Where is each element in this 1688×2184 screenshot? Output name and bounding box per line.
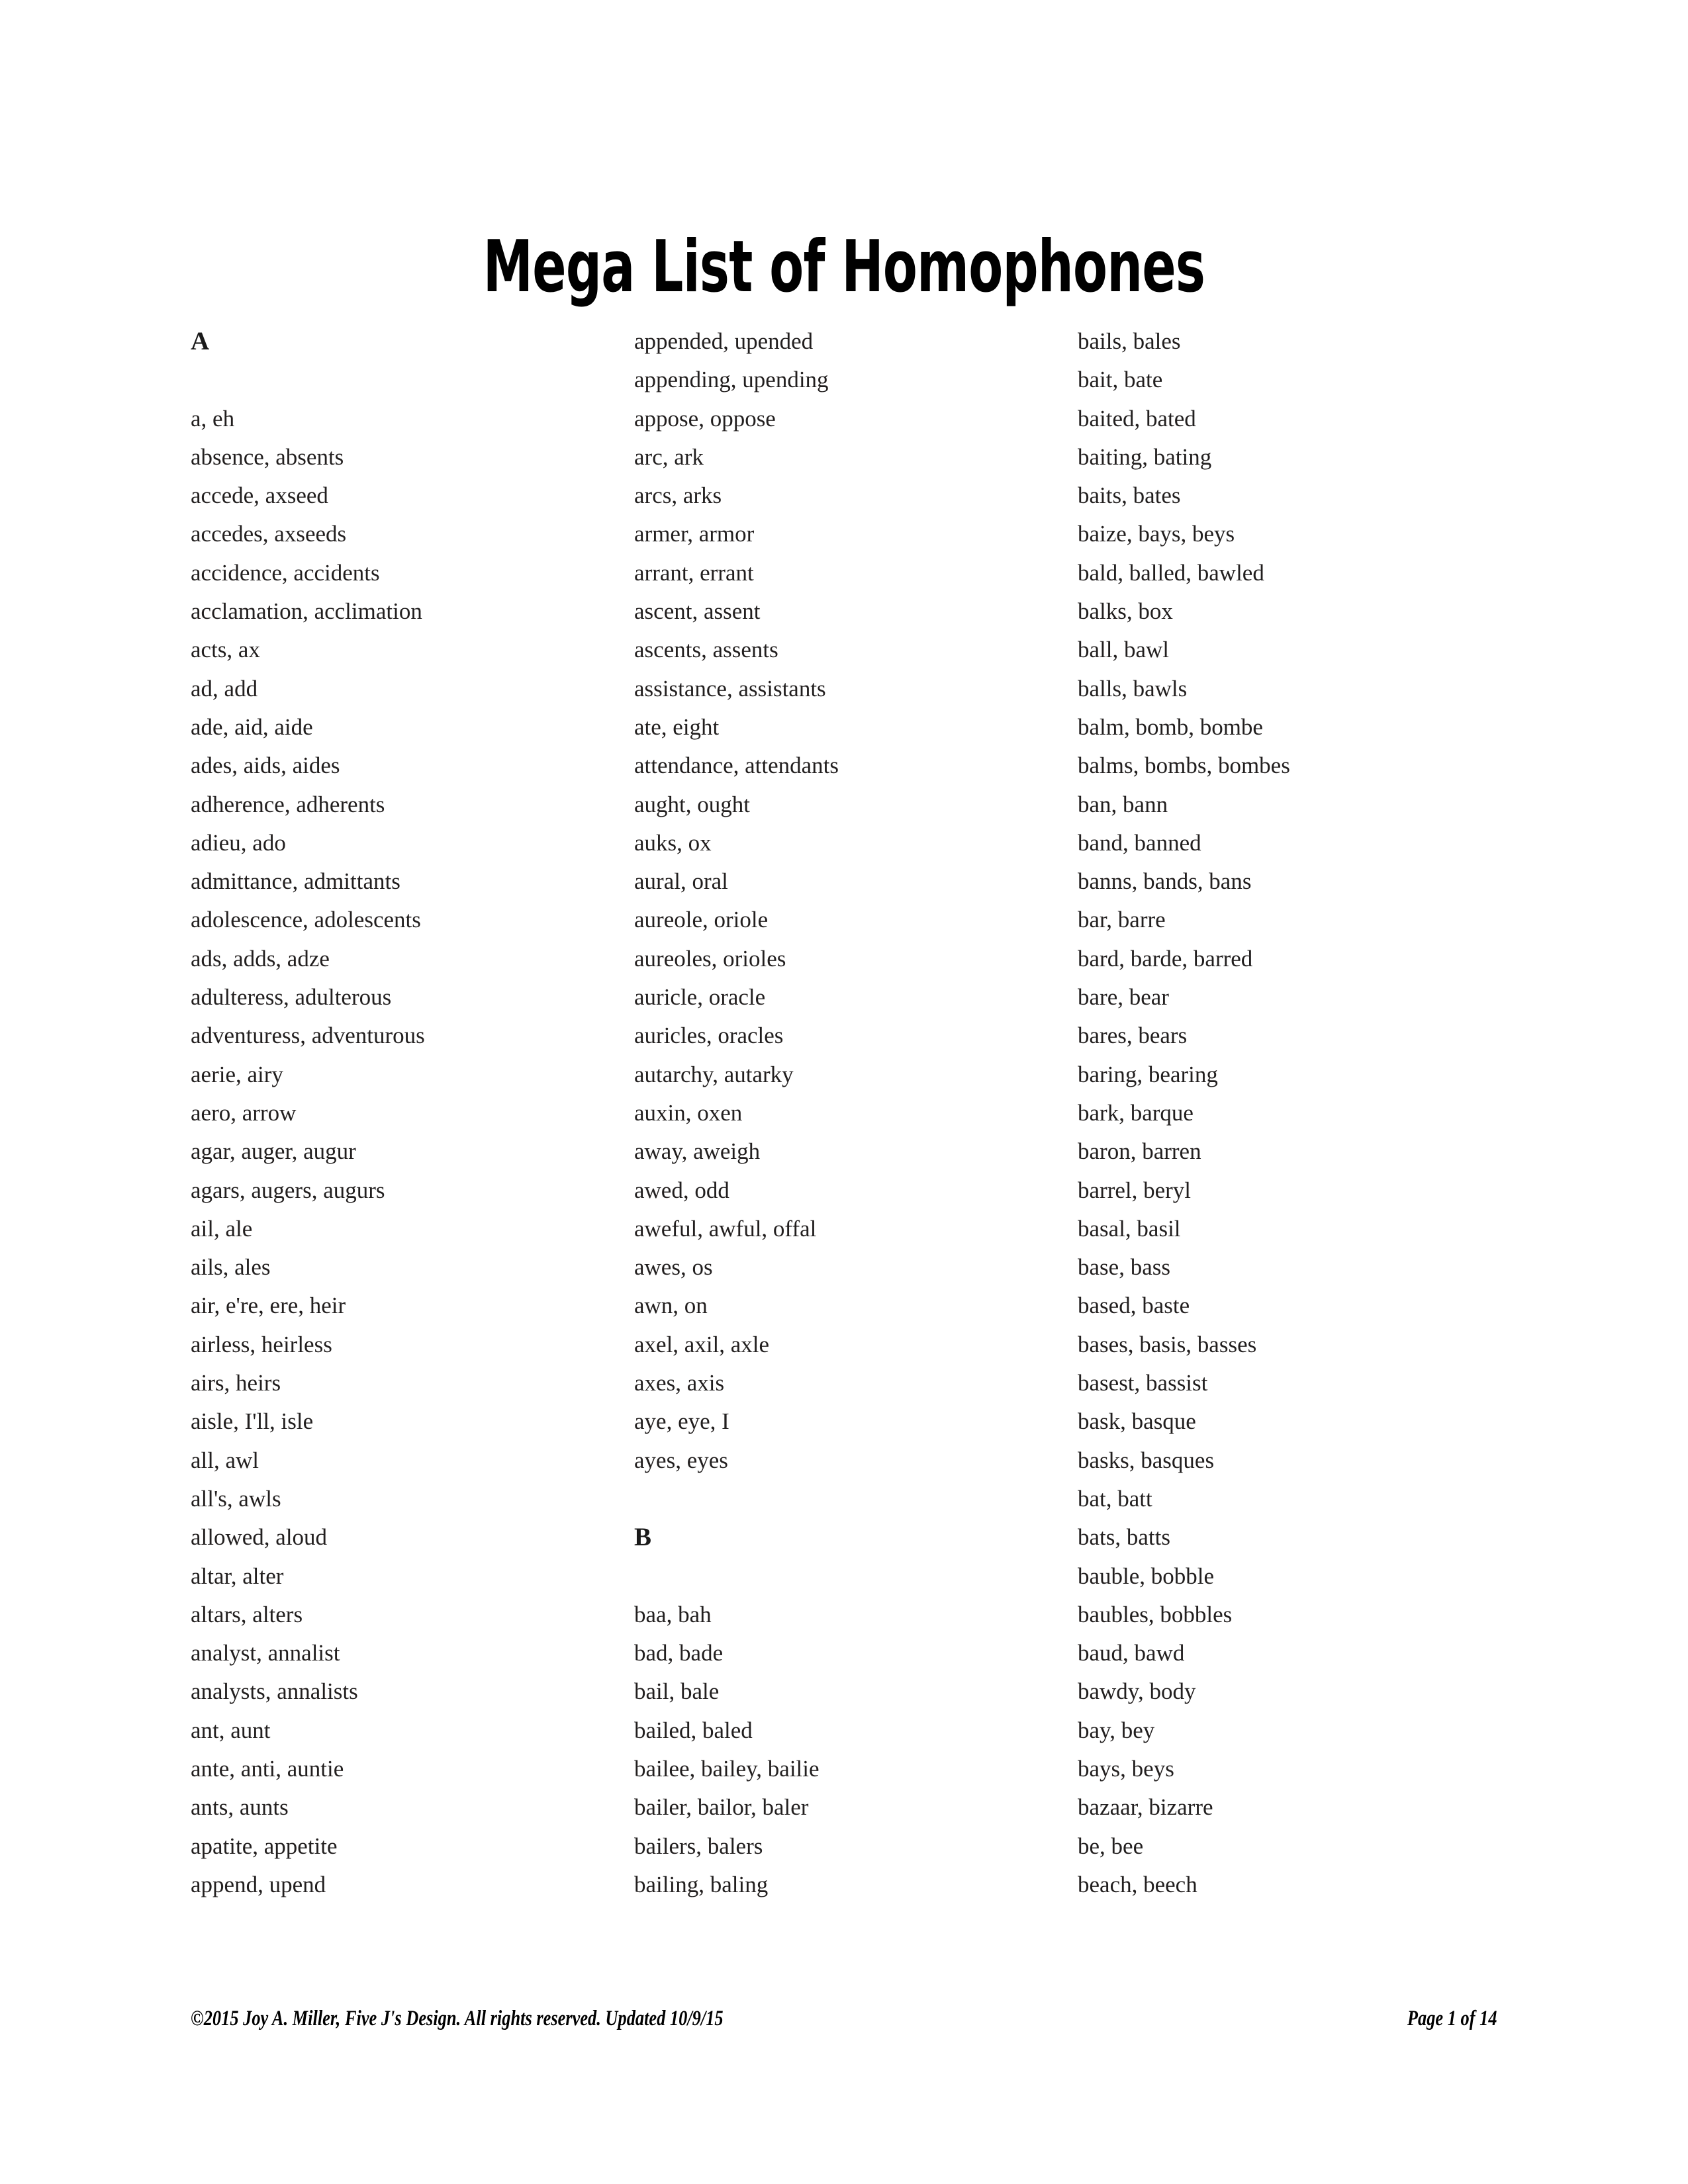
homophone-entry: bazaar, bizarre [1078, 1794, 1213, 1821]
homophone-entry: axel, axil, axle [634, 1331, 770, 1357]
homophone-entry: agars, augers, augurs [191, 1177, 385, 1203]
copyright-notice: ©2015 Joy A. Miller, Five J's Design. All rights reserved. Updated 10/9/15 [191, 2007, 724, 2030]
column-2 [634, 322, 1078, 1904]
homophone-entry: bark, barque [1078, 1099, 1194, 1126]
homophone-entry: autarchy, autarky [634, 1061, 794, 1087]
homophone-entry: ail, ale [191, 1215, 253, 1242]
page-footer [191, 2007, 1497, 2046]
homophone-entry: be, bee [1078, 1833, 1144, 1859]
homophone-entry: absence, absents [191, 443, 344, 470]
homophone-entry: adieu, ado [191, 829, 286, 856]
homophone-entry: bailee, bailey, bailie [634, 1755, 820, 1782]
homophone-entry: air, e're, ere, heir [191, 1293, 346, 1319]
homophone-entry: band, banned [1078, 829, 1201, 856]
homophone-entry: aureole, oriole [634, 907, 769, 933]
homophone-entry: baud, bawd [1078, 1640, 1185, 1666]
homophone-columns [191, 322, 1521, 1937]
section-spacer [634, 1480, 1066, 1518]
homophone-entry: allowed, aloud [191, 1524, 328, 1551]
homophone-entry: base, bass [1078, 1254, 1170, 1281]
homophone-entry: ayes, eyes [634, 1447, 728, 1473]
homophone-entry: ball, bawl [1078, 637, 1170, 663]
homophone-entry: adulteress, adulterous [191, 984, 392, 1011]
homophone-entry: based, baste [1078, 1293, 1190, 1319]
homophone-entry: bailers, balers [634, 1833, 763, 1859]
homophone-entry: ails, ales [191, 1254, 271, 1281]
homophone-entry: baring, bearing [1078, 1061, 1218, 1087]
homophone-entry: all, awl [191, 1447, 259, 1473]
homophone-entry: bays, beys [1078, 1755, 1174, 1782]
homophone-entry: bask, basque [1078, 1408, 1196, 1435]
homophone-entry: bailed, baled [634, 1717, 753, 1743]
homophone-entry: aural, oral [634, 868, 728, 895]
homophone-entry: arrant, errant [634, 559, 754, 586]
homophone-entry: aisle, I'll, isle [191, 1408, 314, 1435]
homophone-entry: aero, arrow [191, 1099, 297, 1126]
homophone-entry: away, aweigh [634, 1138, 761, 1165]
homophone-entry: appending, upending [634, 367, 829, 393]
homophone-entry: bat, batt [1078, 1485, 1152, 1512]
letter-heading: A [191, 327, 210, 355]
homophone-entry: bailer, bailor, baler [634, 1794, 809, 1821]
homophone-entry: ads, adds, adze [191, 945, 330, 972]
homophone-entry: ant, aunt [191, 1717, 271, 1743]
homophone-entry: bawdy, body [1078, 1678, 1196, 1705]
homophone-entry: balms, bombs, bombes [1078, 752, 1290, 779]
section-spacer [634, 1557, 1066, 1596]
homophone-entry: auks, ox [634, 829, 712, 856]
homophone-entry: balm, bomb, bombe [1078, 713, 1263, 740]
section-spacer [191, 361, 622, 399]
homophone-entry: accidence, accidents [191, 559, 380, 586]
homophone-entry: arc, ark [634, 443, 704, 470]
homophone-entry: bases, basis, basses [1078, 1331, 1257, 1357]
homophone-entry: aureoles, orioles [634, 945, 786, 972]
column-3 [1078, 322, 1521, 1904]
homophone-entry: baited, bated [1078, 405, 1196, 432]
homophone-entry: awn, on [634, 1293, 708, 1319]
homophone-entry: appended, upended [634, 328, 814, 354]
homophone-entry: basal, basil [1078, 1215, 1181, 1242]
homophone-entry: all's, awls [191, 1485, 281, 1512]
homophone-entry: basks, basques [1078, 1447, 1215, 1473]
homophone-entry: bait, bate [1078, 367, 1163, 393]
letter-heading: B [634, 1523, 652, 1552]
homophone-entry: auricle, oracle [634, 984, 766, 1011]
page-title: Mega List of Homophones [483, 226, 1205, 309]
homophone-entry: aerie, airy [191, 1061, 283, 1087]
homophone-entry: banns, bands, bans [1078, 868, 1252, 895]
homophone-entry: axes, axis [634, 1370, 725, 1396]
homophone-entry: bails, bales [1078, 328, 1181, 354]
homophone-entry: accede, axseed [191, 482, 328, 509]
homophone-entry: ade, aid, aide [191, 713, 313, 740]
homophone-entry: bauble, bobble [1078, 1563, 1215, 1589]
homophone-entry: arcs, arks [634, 482, 722, 509]
page-number: Page 1 of 14 [1407, 2007, 1497, 2030]
homophone-entry: ants, aunts [191, 1794, 289, 1821]
homophone-entry: agar, auger, augur [191, 1138, 356, 1165]
homophone-entry: bald, balled, bawled [1078, 559, 1264, 586]
homophone-entry: altars, alters [191, 1601, 303, 1627]
homophone-entry: bay, bey [1078, 1717, 1155, 1743]
homophone-entry: auricles, oracles [634, 1023, 784, 1049]
homophone-entry: baize, bays, beys [1078, 521, 1235, 547]
homophone-entry: airless, heirless [191, 1331, 332, 1357]
homophone-entry: barrel, beryl [1078, 1177, 1192, 1203]
homophone-entry: armer, armor [634, 521, 755, 547]
homophone-entry: analyst, annalist [191, 1640, 340, 1666]
homophone-entry: adventuress, adventurous [191, 1023, 425, 1049]
homophone-entry: altar, alter [191, 1563, 284, 1589]
homophone-entry: bar, barre [1078, 907, 1166, 933]
homophone-entry: balks, box [1078, 598, 1173, 625]
homophone-entry: bailing, baling [634, 1871, 769, 1897]
homophone-entry: baron, barren [1078, 1138, 1201, 1165]
homophone-entry: adolescence, adolescents [191, 907, 421, 933]
homophone-entry: admittance, admittants [191, 868, 400, 895]
homophone-entry: baa, bah [634, 1601, 712, 1627]
homophone-entry: assistance, assistants [634, 675, 826, 702]
homophone-entry: accedes, axseeds [191, 521, 347, 547]
homophone-entry: ban, bann [1078, 791, 1168, 817]
homophone-entry: aweful, awful, offal [634, 1215, 817, 1242]
homophone-entry: bares, bears [1078, 1023, 1188, 1049]
homophone-entry: ante, anti, auntie [191, 1755, 344, 1782]
homophone-entry: ascent, assent [634, 598, 761, 625]
homophone-entry: bard, barde, barred [1078, 945, 1253, 972]
homophone-entry: ades, aids, aides [191, 752, 340, 779]
homophone-entry: acclamation, acclimation [191, 598, 422, 625]
homophone-entry: baits, bates [1078, 482, 1181, 509]
homophone-entry: balls, bawls [1078, 675, 1188, 702]
homophone-entry: bad, bade [634, 1640, 724, 1666]
homophone-entry: attendance, attendants [634, 752, 839, 779]
homophone-entry: ascents, assents [634, 637, 778, 663]
homophone-entry: acts, ax [191, 637, 260, 663]
homophone-entry: append, upend [191, 1871, 326, 1897]
homophone-entry: awes, os [634, 1254, 713, 1281]
homophone-entry: apatite, appetite [191, 1833, 338, 1859]
homophone-entry: ate, eight [634, 713, 720, 740]
homophone-entry: appose, oppose [634, 405, 776, 432]
homophone-entry: analysts, annalists [191, 1678, 358, 1705]
homophone-entry: baiting, bating [1078, 443, 1212, 470]
homophone-entry: adherence, adherents [191, 791, 385, 817]
homophone-entry: beach, beech [1078, 1871, 1197, 1897]
homophone-entry: baubles, bobbles [1078, 1601, 1233, 1627]
homophone-entry: aught, ought [634, 791, 750, 817]
homophone-entry: aye, eye, I [634, 1408, 729, 1435]
homophone-entry: airs, heirs [191, 1370, 281, 1396]
homophone-entry: bats, batts [1078, 1524, 1170, 1551]
homophone-entry: bail, bale [634, 1678, 720, 1705]
homophone-entry: ad, add [191, 675, 258, 702]
homophone-entry: bare, bear [1078, 984, 1169, 1011]
homophone-entry: awed, odd [634, 1177, 729, 1203]
homophone-entry: basest, bassist [1078, 1370, 1208, 1396]
homophone-entry: a, eh [191, 405, 235, 432]
column-1 [191, 322, 634, 1904]
homophone-entry: auxin, oxen [634, 1099, 743, 1126]
